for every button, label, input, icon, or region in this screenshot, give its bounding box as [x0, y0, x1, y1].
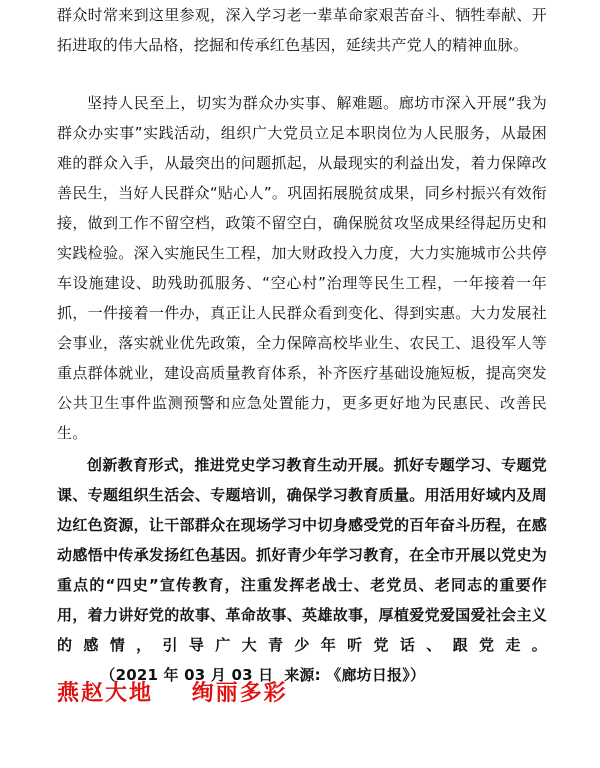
paragraph-3-text: 创新教育形式，推进党史学习教育生动开展。抓好专题学习、专题党课、专题组织生活会、专题培训，确保学习教育质量。用活用好域内及周边红色资源，让干部群众在现场学习中切身感受党的百年奋斗历程，在感动感悟中传承发扬红色基因。抓好青少年学习教育，在全市开展以党史为重点的“四史”宣传教育，注重发挥老战士、老党员、老同志的重要作用，着力讲好党的故事、革命故事、英雄故事，厚植爱党爱国爱社会主义的感情，引导广大青少年听党话、跟党走。: [57, 456, 547, 654]
paragraph-1: 群众时常来到这里参观，深入学习老一辈革命家艰苦奋斗、牺牲奉献、开拓进取的伟大品格，挖掘和传承红色基因，延续共产党人的精神血脉。: [57, 6, 547, 54]
section-title: 燕赵大地 绚丽多彩: [57, 680, 288, 706]
source-citation: （2021 年 03 月 03 日 来源: 《廊坊日报》）: [57, 666, 426, 684]
paragraph-2: 坚持人民至上，切实为群众办实事、解难题。廊坊市深入开展“我为群众办实事”实践活动，组织广大党员立足本职岗位为人民服务，从最困难的群众入手，从最突出的问题抓起，从最现实的利益出发，着力保障改善民生，当好人民群众“贴心人”。巩固拓展脱贫成果，同乡村振兴有效衔接，做到工作不留空档，政策不留空白，确保脱贫攻坚成果经得起历史和实践检验。深入实施民生工程，加大财政投入力度，大力实施城市公共停车设施建设、助残助孤服务、“空心村”治理等民生工程，一年接着一年抓，一件接着一件办，真正让人民群众看到变化、得到实惠。大力发展社会事业，落实就业优先政策，全力保障高校毕业生、农民工、退役军人等重点群体就业，建设高质量教育体系，补齐医疗基础设施短板，提高突发公共卫生事件监测预警和应急处置能力，更多更好地为民惠民、改善民生。: [57, 94, 547, 442]
paragraph-3: [57, 450, 547, 690]
